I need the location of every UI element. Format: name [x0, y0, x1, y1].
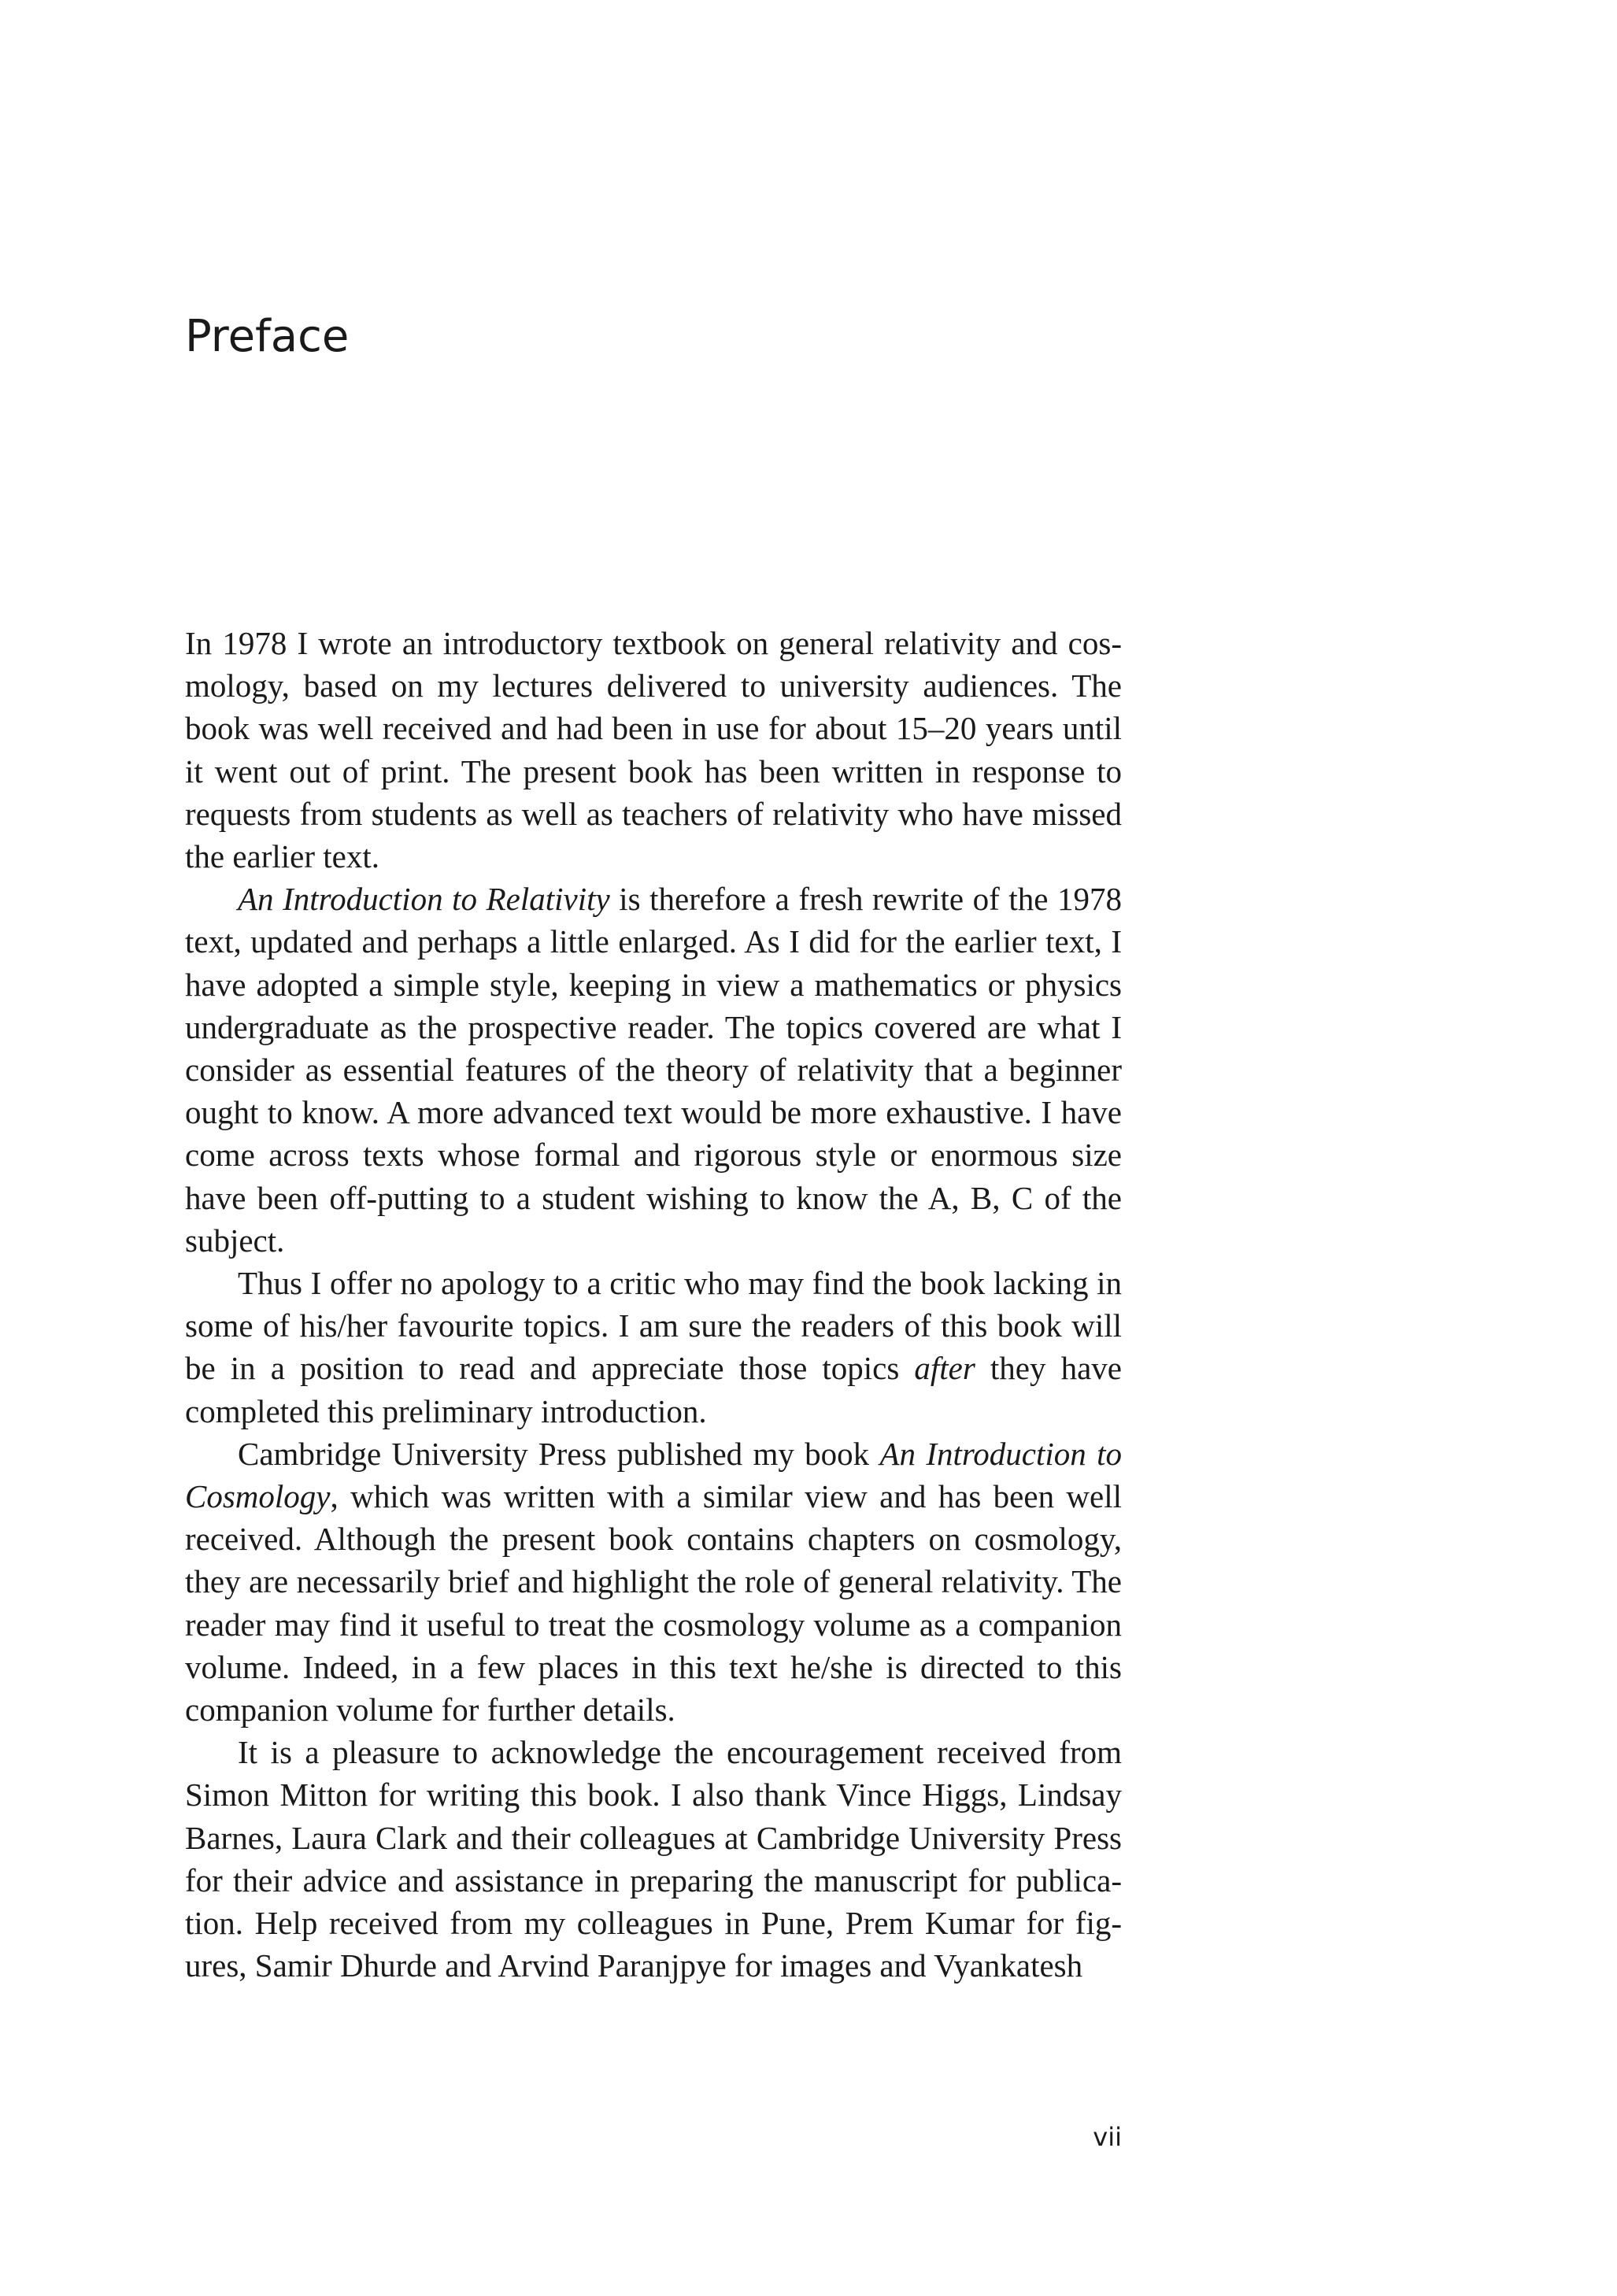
paragraph-text: In 1978 I wrote an introductory textbook on general relativity and cosmology, based on my lectures delivered to university audiences. The book was well received and had been in use for about 15–20 years until it went out of print. The present book has been written in response to requests from students as well as teachers of relativity who have missed the earlier text.: [185, 625, 1122, 875]
paragraph: [185, 1731, 1122, 1987]
paragraph-text: Thus I offer no apology to a critic who may find the book lacking in some of his/her favourite topics. I am sure the readers of this book will be in a position to read and appreciate those topics: [185, 1265, 1122, 1387]
page-number: vii: [1093, 2122, 1122, 2152]
paragraph-text: they have completed this preliminary introduction.: [185, 1350, 1122, 1429]
page-title: Preface: [185, 311, 350, 362]
paragraph: [185, 878, 1122, 1262]
emphasis-italic: after: [914, 1350, 975, 1387]
paragraph: [185, 1433, 1122, 1731]
paragraph-text: Cambridge University Press published my book: [238, 1435, 880, 1472]
paragraph: [185, 622, 1122, 878]
paragraph-text: It is a pleasure to acknowledge the encouragement received from Simon Mitton for writing this book. I also thank Vince Higgs, Lindsay Barnes, Laura Clark and their colleagues at Cambridge University Press for their advice and assistance in preparing the manuscript for publication. Help received from my colleagues in Pune, Prem Kumar for figures, Samir Dhurde and Arvind Paranjpye for images and Vyankatesh: [185, 1734, 1122, 1984]
book-title-italic: An Introduction to Relativity: [238, 881, 610, 918]
paragraph-text: is therefore a fresh rewrite of the 1978 text, updated and perhaps a little enlarged. As I did for the earlier text, I have adopted a simple style, keeping in view a mathematics or physics undergraduate as the prospective reader. The topics covered are what I consider as essential features of the theory of relativity that a beginner ought to know. A more advanced text would be more exhaustive. I have come across texts whose formal and rigorous style or enormous size have been off-putting to a student wishing to know the A, B, C of the subject.: [185, 881, 1122, 1259]
preface-body: [185, 622, 1122, 1987]
paragraph-text: , which was written with a similar view and has been well received. Although the present book contains chapters on cosmology, they are necessarily brief and highlight the role of general relativity. The reader may find it useful to treat the cosmology volume as a companion volume. Indeed, in a few places in this text he/she is directed to this companion volume for further details.: [185, 1478, 1122, 1728]
book-title-italic: An Introduction to Cosmology: [185, 1435, 1122, 1515]
paragraph: [185, 1262, 1122, 1433]
